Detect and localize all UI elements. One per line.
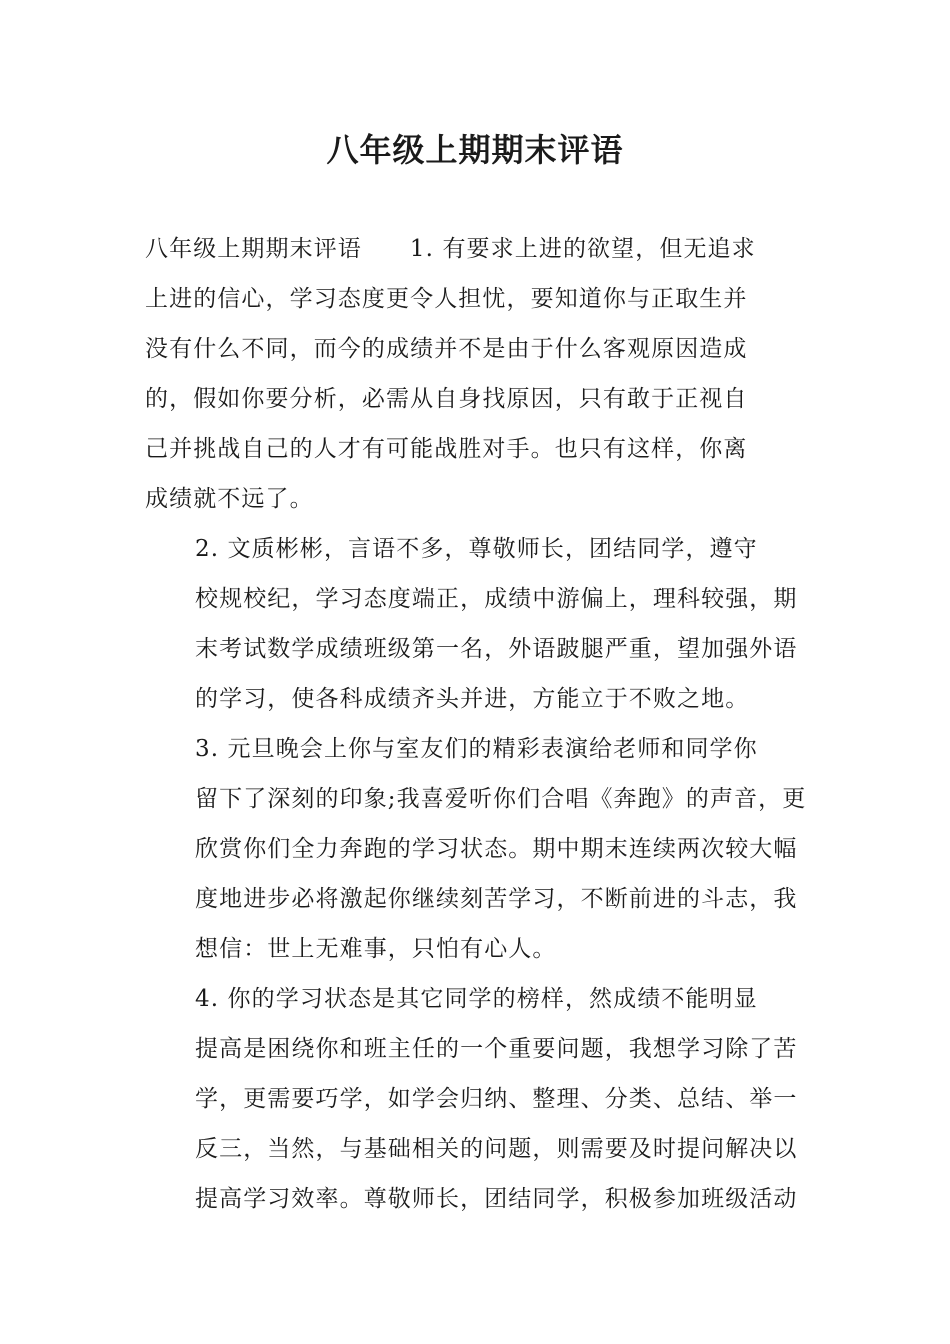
paragraph-line: 上进的信心，学习态度更令人担忧，要知道你与正取生并 [145, 286, 748, 312]
paragraph-line: 学，更需要巧学，如学会归纳、整理、分类、总结、举一 [195, 1086, 798, 1112]
paragraph-line: 留下了深刻的印象;我喜爱听你们合唱《奔跑》的声音，更 [195, 786, 807, 812]
paragraph-2 [145, 524, 807, 724]
document-title: 八年级上期期末评语 [326, 131, 624, 169]
paragraph-line-text: 1. 有要求上进的欲望，但无追求 [409, 236, 756, 262]
paragraph-line: 校规校纪，学习态度端正，成绩中游偏上，理科较强，期 [195, 586, 798, 612]
paragraph-line: 没有什么不同，而今的成绩并不是由于什么客观原因造成 [145, 336, 748, 362]
paragraph-line: 2. 文质彬彬，言语不多，尊敬师长，团结同学，遵守 [195, 536, 758, 562]
paragraph-line: 3. 元旦晚会上你与室友们的精彩表演给老师和同学你 [195, 736, 758, 762]
paragraph-line: 成绩就不远了。 [145, 486, 314, 512]
paragraph-line: 想信：世上无难事，只怕有心人。 [195, 936, 557, 962]
intro-label: 八年级上期期末评语 [145, 236, 362, 262]
paragraph-line: 度地进步必将激起你继续刻苦学习，不断前进的斗志，我 [195, 886, 798, 912]
paragraph-line: 4. 你的学习状态是其它同学的榜样，然成绩不能明显 [195, 986, 758, 1012]
paragraph-line: 的学习，使各科成绩齐头并进，方能立于不败之地。 [195, 686, 750, 712]
paragraph-4 [145, 974, 807, 1224]
paragraph-line [145, 224, 807, 274]
paragraph-line: 提高是困绕你和班主任的一个重要问题，我想学习除了苦 [195, 1036, 798, 1062]
document-body [145, 224, 807, 1224]
paragraph-line: 的，假如你要分析，必需从自身找原因，只有敢于正视自 [145, 386, 748, 412]
paragraph-line: 己并挑战自己的人才有可能战胜对手。也只有这样，你离 [145, 436, 748, 462]
paragraph-3 [145, 724, 807, 974]
paragraph-line: 末考试数学成绩班级第一名，外语跛腿严重，望加强外语 [195, 636, 798, 662]
paragraph-line: 欣赏你们全力奔跑的学习状态。期中期末连续两次较大幅 [195, 836, 798, 862]
paragraph-line: 提高学习效率。尊敬师长，团结同学，积极参加班级活动 [195, 1186, 798, 1212]
paragraph-line: 反三，当然，与基础相关的问题，则需要及时提问解决以 [195, 1136, 798, 1162]
paragraph-1 [145, 224, 807, 524]
